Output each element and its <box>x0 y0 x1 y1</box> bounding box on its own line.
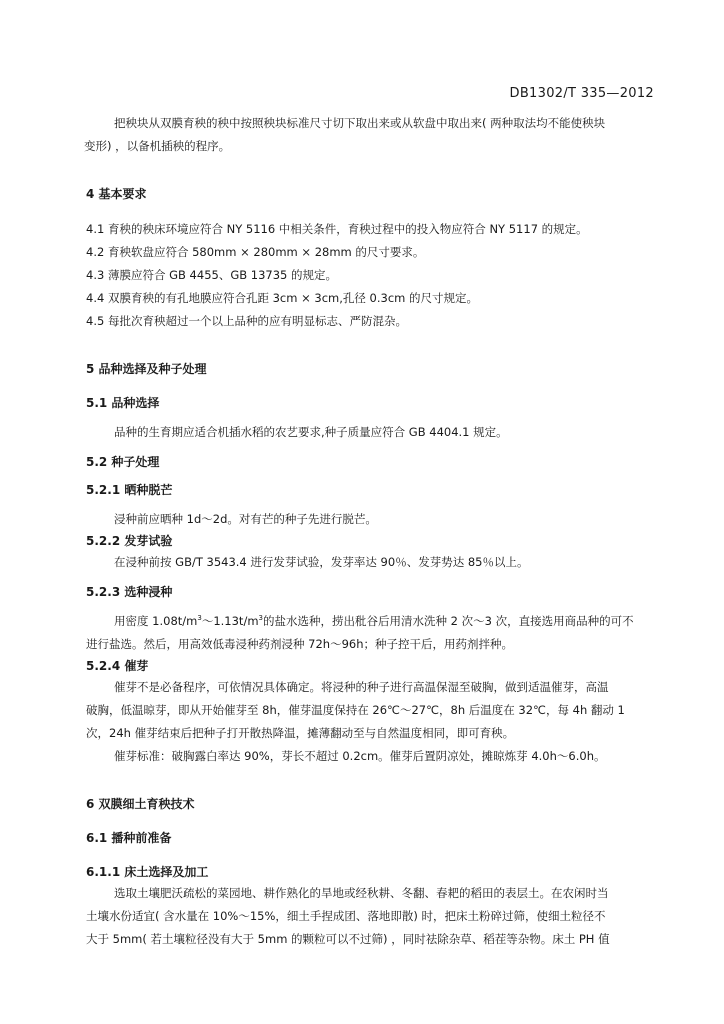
document-body <box>86 112 656 951</box>
clause-4-1: 4.1 育秧的秧床环境应符合 NY 5116 中相关条件，育秧过程中的投入物应符合 NY 5117 的规定。 <box>86 222 588 236</box>
section-5-1-title: 5.1 品种选择 <box>86 396 160 410</box>
section-6-1-1-line-3: 大于 5mm( 若土壤粒径没有大于 5mm 的颗粒可以不过筛) ，同时祛除杂草、稻茬等杂物。床土 PH 值 <box>86 932 610 946</box>
section-5-2-3-title: 5.2.3 选种浸种 <box>86 585 173 599</box>
density-sup-1: 3 <box>197 614 202 623</box>
density-text-3: 的盐水选种，捞出秕谷后用清水洗种 2 次～3 次，直接选用商品种的可不 <box>263 614 634 628</box>
section-6-title: 6 双膜细土育秧技术 <box>86 797 195 811</box>
density-text-1: 用密度 1.08t/m <box>114 614 198 628</box>
section-5-title: 5 品种选择及种子处理 <box>86 362 207 376</box>
density-text-2: ～1.13t/m <box>201 614 259 628</box>
clause-4-2: 4.2 育秧软盘应符合 580mm × 280mm × 28mm 的尺寸要求。 <box>86 245 425 259</box>
intro-line-1: 把秧块从双膜育秧的秧中按照秧块标准尺寸切下取出来或从软盘中取出来( 两种取法均不能使秧块 <box>114 116 606 130</box>
section-5-2-2-title: 5.2.2 发芽试验 <box>86 534 173 548</box>
section-6-1-1-line-2: 土壤水份适宜( 含水量在 10%～15%，细土手捏成团、落地即散) 时，把床土粉碎过筛，使细土粒径不 <box>86 909 606 923</box>
section-6-1-1-line-1: 选取土壤肥沃疏松的菜园地、耕作熟化的旱地或经秋耕、冬翻、春耙的稻田的表层土。在农闲时当 <box>114 886 609 900</box>
section-5-2-4-p2: 催芽标准：破胸露白率达 90%，芽长不超过 0.2cm。催芽后置阴凉处，摊晾炼芽 4.0h～6.0h。 <box>114 749 606 763</box>
section-5-2-1-title: 5.2.1 晒种脱芒 <box>86 483 173 497</box>
density-sup-2: 3 <box>258 614 263 623</box>
clause-4-3: 4.3 薄膜应符合 GB 4455、GB 13735 的规定。 <box>86 268 338 282</box>
section-5-2-4-p1-line-2: 破胸，低温晾芽，即从开始催芽至 8h，催芽温度保持在 26℃～27℃，8h 后温度在 32℃，每 4h 翻动 1 <box>86 703 625 717</box>
section-6-1-title: 6.1 播种前准备 <box>86 831 172 845</box>
section-5-2-4-title: 5.2.4 催芽 <box>86 659 149 673</box>
section-5-1-text: 品种的生育期应适合机插水稻的农艺要求,种子质量应符合 GB 4404.1 规定。 <box>114 425 508 439</box>
section-5-2-4-p1-line-3: 次，24h 催芽结束后把种子打开散热降温，摊薄翻动至与自然温度相同，即可育秧。 <box>86 726 515 740</box>
document-code: DB1302/T 335—2012 <box>509 86 654 101</box>
clause-4-4: 4.4 双膜育秧的有孔地膜应符合孔距 3cm × 3cm,孔径 0.3cm 的尺寸规定。 <box>86 291 479 305</box>
section-5-2-title: 5.2 种子处理 <box>86 455 160 469</box>
section-4-title: 4 基本要求 <box>86 187 147 201</box>
clause-4-5: 4.5 每批次育秧超过一个以上品种的应有明显标志、严防混杂。 <box>86 314 407 328</box>
section-5-2-3-line-2: 进行盐选。然后，用高效低毒浸种药剂浸种 72h～96h；种子控干后，用药剂拌种。 <box>86 637 513 651</box>
section-5-2-1-text: 浸种前应晒种 1d～2d。对有芒的种子先进行脱芒。 <box>114 512 377 526</box>
intro-line-2: 变形) ，以备机插秧的程序。 <box>84 139 231 153</box>
section-5-2-4-p1-line-1: 催芽不是必备程序，可依情况具体确定。将浸种的种子进行高温保湿至破胸，做到适温催芽，高温 <box>114 680 609 694</box>
section-5-2-3-line-1 <box>86 610 656 633</box>
section-6-1-1-title: 6.1.1 床土选择及加工 <box>86 865 209 879</box>
section-5-2-2-text: 在浸种前按 GB/T 3543.4 进行发芽试验，发芽率达 90％、发芽势达 85％以上。 <box>114 555 529 569</box>
